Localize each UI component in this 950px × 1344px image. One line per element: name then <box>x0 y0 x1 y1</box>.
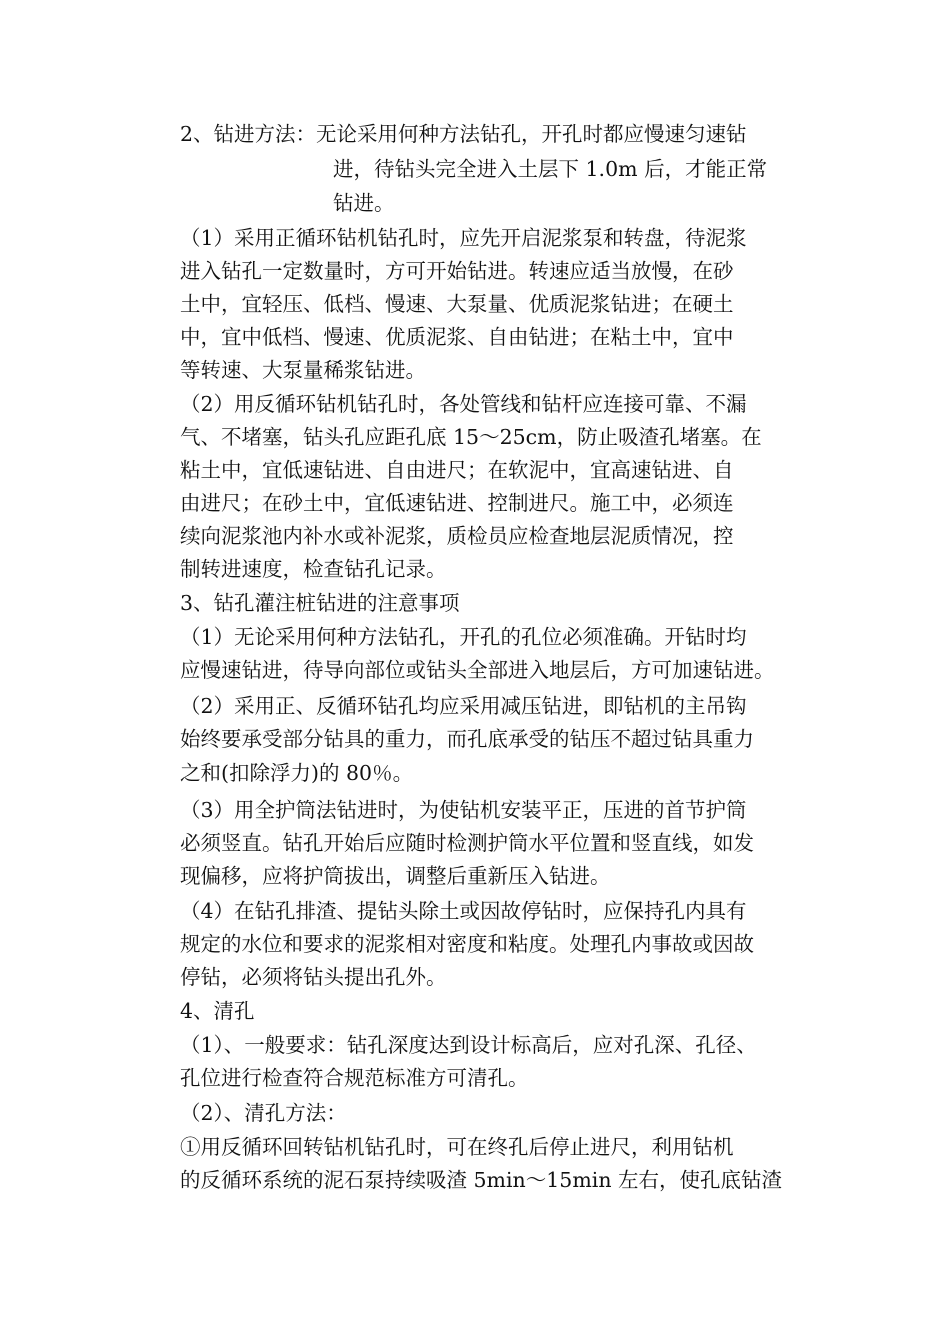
text-line: 进入钻孔一定数量时，方可开始钻进。转速应适当放慢，在砂 <box>180 259 734 283</box>
text-line: 制转进速度，检查钻孔记录。 <box>180 557 447 581</box>
text-line: 的反循环系统的泥石泵持续吸渣 5min～15min 左右，使孔底钻渣 <box>180 1168 783 1192</box>
text-line: 等转速、大泵量稀浆钻进。 <box>180 358 426 382</box>
text-line: 续向泥浆池内补水或补泥浆，质检员应检查地层泥质情况，控 <box>180 524 734 548</box>
text-line: 始终要承受部分钻具的重力，而孔底承受的钻压不超过钻具重力 <box>180 727 754 751</box>
text-line: ①用反循环回转钻机钻孔时，可在终孔后停止进尺，利用钻机 <box>180 1135 734 1159</box>
text-line: （1）、一般要求：钻孔深度达到设计标高后，应对孔深、孔径、 <box>180 1033 757 1057</box>
text-line: 钻进。 <box>333 191 395 215</box>
text-line: （1）无论采用何种方法钻孔，开孔的孔位必须准确。开钻时均 <box>180 625 747 649</box>
text-line: 现偏移，应将护筒拔出，调整后重新压入钻进。 <box>180 864 611 888</box>
text-line: 土中，宜轻压、低档、慢速、大泵量、优质泥浆钻进；在硬土 <box>180 292 734 316</box>
text-line: 停钻，必须将钻头提出孔外。 <box>180 965 447 989</box>
text-line: 必须竖直。钻孔开始后应随时检测护筒水平位置和竖直线，如发 <box>180 831 754 855</box>
text-line: （2）、清孔方法： <box>180 1101 347 1125</box>
text-line: （1）采用正循环钻机钻孔时，应先开启泥浆泵和转盘，待泥浆 <box>180 226 747 250</box>
text-line: 规定的水位和要求的泥浆相对密度和粘度。处理孔内事故或因故 <box>180 932 754 956</box>
text-line: （4）在钻孔排渣、提钻头除土或因故停钻时，应保持孔内具有 <box>180 899 747 923</box>
text-line: 气、不堵塞，钻头孔应距孔底 15～25cm，防止吸渣孔堵塞。在 <box>180 425 762 449</box>
text-line: 中，宜中低档、慢速、优质泥浆、自由钻进；在粘土中，宜中 <box>180 325 734 349</box>
text-line: （3）用全护筒法钻进时，为使钻机安装平正，压进的首节护筒 <box>180 798 747 822</box>
text-line: 粘土中，宜低速钻进、自由进尺；在软泥中，宜高速钻进、自 <box>180 458 734 482</box>
text-line: （2）采用正、反循环钻孔均应采用减压钻进，即钻机的主吊钩 <box>180 694 747 718</box>
text-line: 由进尺；在砂土中，宜低速钻进、控制进尺。施工中，必须连 <box>180 491 734 515</box>
text-line: 2、钻进方法：无论采用何种方法钻孔，开孔时都应慢速匀速钻 <box>180 122 747 146</box>
text-line: 之和(扣除浮力)的 80％。 <box>180 761 414 785</box>
text-line: （2）用反循环钻机钻孔时，各处管线和钻杆应连接可靠、不漏 <box>180 392 747 416</box>
section-heading: 4、清孔 <box>180 999 255 1023</box>
text-line: 孔位进行检查符合规范标准方可清孔。 <box>180 1066 529 1090</box>
text-line: 进，待钻头完全进入土层下 1.0m 后，才能正常 <box>333 157 768 181</box>
section-heading: 3、钻孔灌注桩钻进的注意事项 <box>180 591 460 615</box>
text-line: 应慢速钻进，待导向部位或钻头全部进入地层后，方可加速钻进。 <box>180 658 775 682</box>
